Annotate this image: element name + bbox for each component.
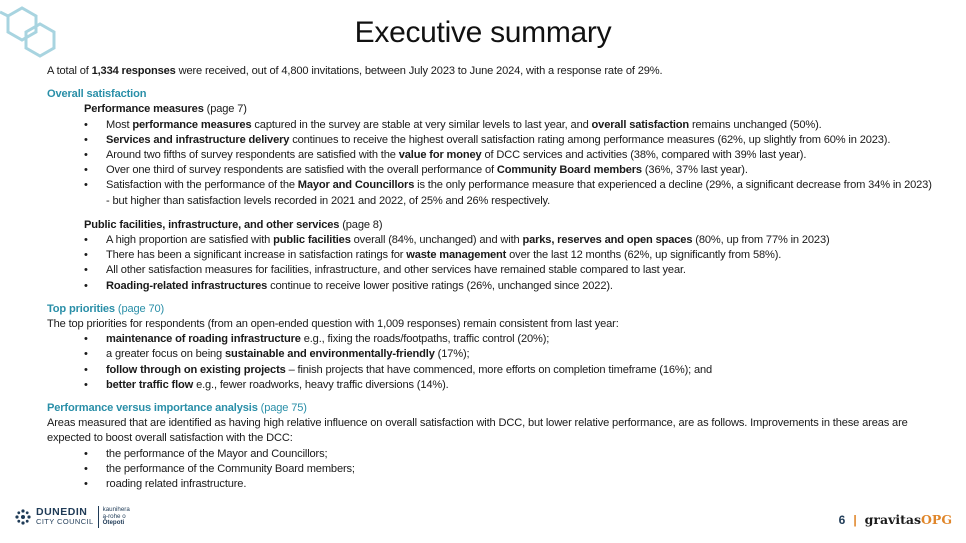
performance-measures-list — [47, 118, 946, 194]
page-title: Executive summary — [354, 16, 612, 49]
list-item: • A high proportion are satisfied with public facilities overall (84%, unchanged) and with parks, reserves and open spaces (80%, up from 77% in 2023) — [84, 233, 946, 248]
top-priorities-text: The top priorities for respondents (from an open-ended question with 1,009 responses) remain consistent from last year: — [47, 318, 619, 331]
logo-sub-text: CITY COUNCIL — [36, 517, 94, 526]
list-item: • Over one third of survey respondents are satisfied with the overall performance of Community Board members (36%, 37% last year). — [84, 163, 946, 178]
footer-right — [839, 512, 952, 527]
list-item: • Services and infrastructure delivery continues to receive the highest overall satisfaction rating among performance measures (62%, up slightly from 60% in 2023). — [84, 133, 946, 148]
performance-importance-heading: Performance versus importance analysis (page 75) — [47, 402, 307, 415]
page-number: 6 — [838, 512, 846, 527]
list-item: • better traffic flow e.g., fewer roadworks, heavy traffic diversions (14%). — [84, 378, 946, 393]
list-item: • All other satisfaction measures for facilities, infrastructure, and other services have remained stable compared to last year. — [84, 263, 946, 278]
dunedin-city-council-logo — [14, 506, 130, 528]
council-emblem-icon — [14, 508, 32, 526]
top-priorities-heading: Top priorities (page 70) — [47, 302, 165, 315]
maori-name: kaunihera a-rohe o Ōtepoti — [102, 505, 130, 527]
performance-importance-list — [47, 447, 946, 493]
top-priorities-list — [47, 332, 946, 393]
footer-divider: | — [853, 512, 857, 527]
list-item: • Satisfaction with the performance of the Mayor and Councillors is the only performance measure that experienced a decline (29%, a significant decrease from 34% in 2023) — [84, 178, 946, 193]
logo-divider — [98, 506, 99, 528]
performance-importance-text: Areas measured that are identified as having high relative influence on overall satisfaction with DCC, but lower relative performance, are as follows. Improvements in these areas are expected to boost overall satisfaction with the DCC: — [47, 417, 908, 445]
continuation-text: - but higher than satisfaction levels recorded in 2021 and 2022, of 25% and 26% respectively. — [106, 194, 551, 207]
list-item: • roading related infrastructure. — [84, 477, 946, 492]
public-facilities-list — [47, 233, 946, 294]
summary-content — [47, 64, 946, 492]
public-facilities-heading: Public facilities, infrastructure, and other services (page 8) — [84, 218, 383, 231]
intro-text: A total of 1,334 responses were received, out of 4,800 invitations, between July 2023 to June 2024, with a response rate of 29%. — [47, 65, 663, 77]
list-item: • the performance of the Community Board members; — [84, 462, 946, 477]
list-item: • Most performance measures captured in the survey are stable at very similar levels to last year, and overall satisfaction remains unchanged (50%). — [84, 118, 946, 133]
list-item: • a greater focus on being sustainable and environmentally-friendly (17%); — [84, 347, 946, 362]
list-item: • follow through on existing projects – finish projects that have commenced, more efforts on completion timeframe (16%); and — [84, 363, 946, 378]
performance-measures-heading: Performance measures (page 7) — [84, 103, 247, 116]
list-item: • the performance of the Mayor and Councillors; — [84, 447, 946, 462]
logo-main-text: DUNEDIN — [36, 506, 88, 518]
list-item: • Roading-related infrastructures continue to receive lower positive ratings (26%, unchanged since 2022). — [84, 279, 946, 294]
list-item: • maintenance of roading infrastructure e.g., fixing the roads/footpaths, traffic control (20%); — [84, 332, 946, 347]
gravitas-opg-logo: gravitasOPG — [864, 512, 952, 527]
overall-satisfaction-heading: Overall satisfaction — [47, 88, 147, 101]
list-item: • There has been a significant increase in satisfaction ratings for waste management over the last 12 months (62%, up significantly from 58%). — [84, 248, 946, 263]
list-item: • Around two fifths of survey respondents are satisfied with the value for money of DCC services and activities (38%, compared with 39% last year). — [84, 148, 946, 163]
